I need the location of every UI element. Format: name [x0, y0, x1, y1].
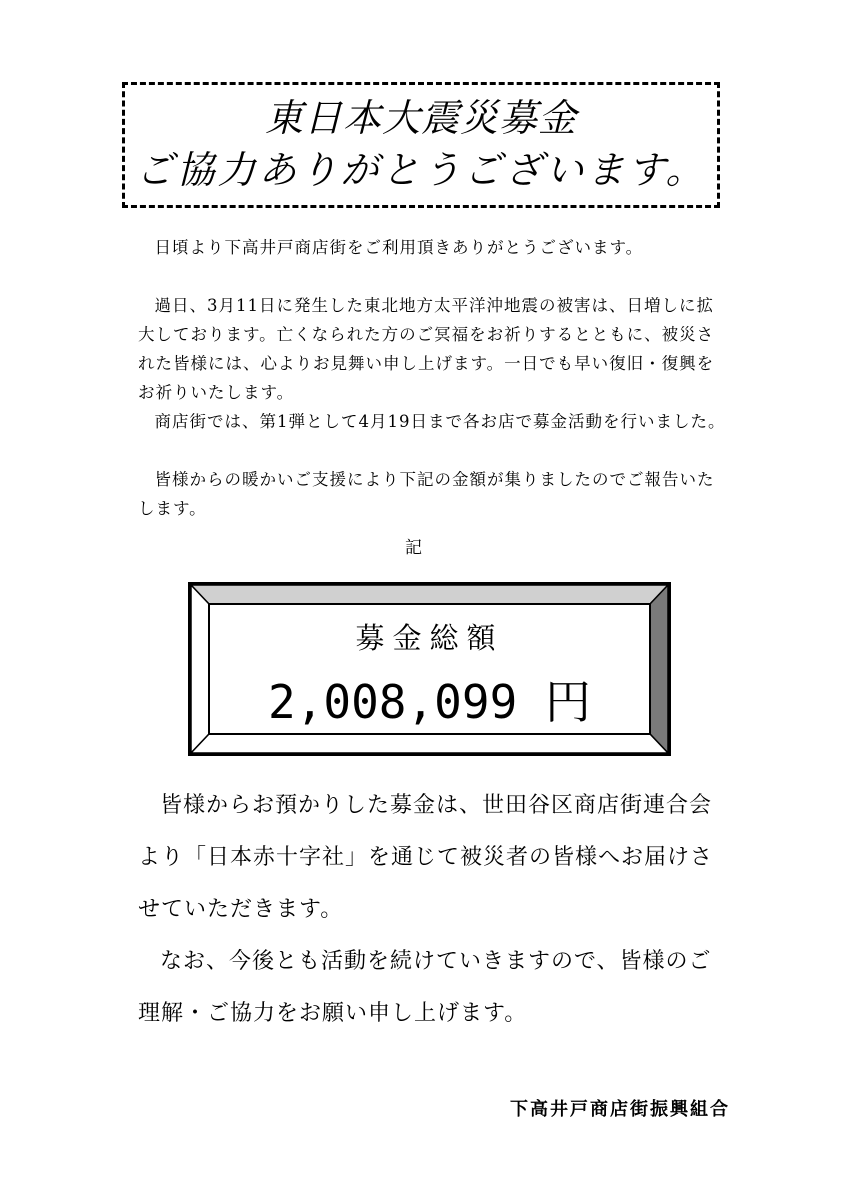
- total-label: 募金総額: [355, 621, 504, 655]
- title-box: [122, 82, 720, 208]
- intro-paragraph: 日頃より下高井戸商店街をご利用頂きありがとうございます。: [154, 238, 644, 257]
- closing-request-paragraph: なお、今後とも活動を続けていきますので、皆様のご理解・ご協力をお願い申し上げます。: [138, 949, 712, 1026]
- report-paragraph: 皆様からの暖かいご支援により下記の金額が集りましたのでご報告いたします。: [138, 470, 715, 518]
- donation-usage-paragraph: 皆様からお預かりした募金は、世田谷区商店街連合会より「日本赤十字社」を通じて被災者の皆様へお届けさせていただきます。: [138, 793, 714, 922]
- disaster-paragraph: 過日、3月11日に発生した東北地方太平洋沖地震の被害は、日増しに拡大しております。亡くなられた方のご冥福をお祈りするとともに、被災された皆様には、心よりお見舞い申し上げます。一日でも早い復旧・復興をお祈りいたします。: [138, 296, 715, 402]
- frame-bevel-bottom: [191, 734, 668, 753]
- frame-bevel-top: [191, 585, 668, 604]
- activity-paragraph: 商店街では、第1弾として4月19日まで各お店で募金活動を行いました。: [154, 412, 726, 431]
- organization-signature: 下高井戸商店街振興組合: [510, 1099, 730, 1120]
- total-amount: 2,008,099 円: [268, 675, 591, 729]
- title-line-2: ご協力ありがとうございます。: [135, 148, 707, 192]
- title-line-1: 東日本大震災募金: [264, 96, 577, 140]
- ki-heading: 記: [405, 538, 422, 558]
